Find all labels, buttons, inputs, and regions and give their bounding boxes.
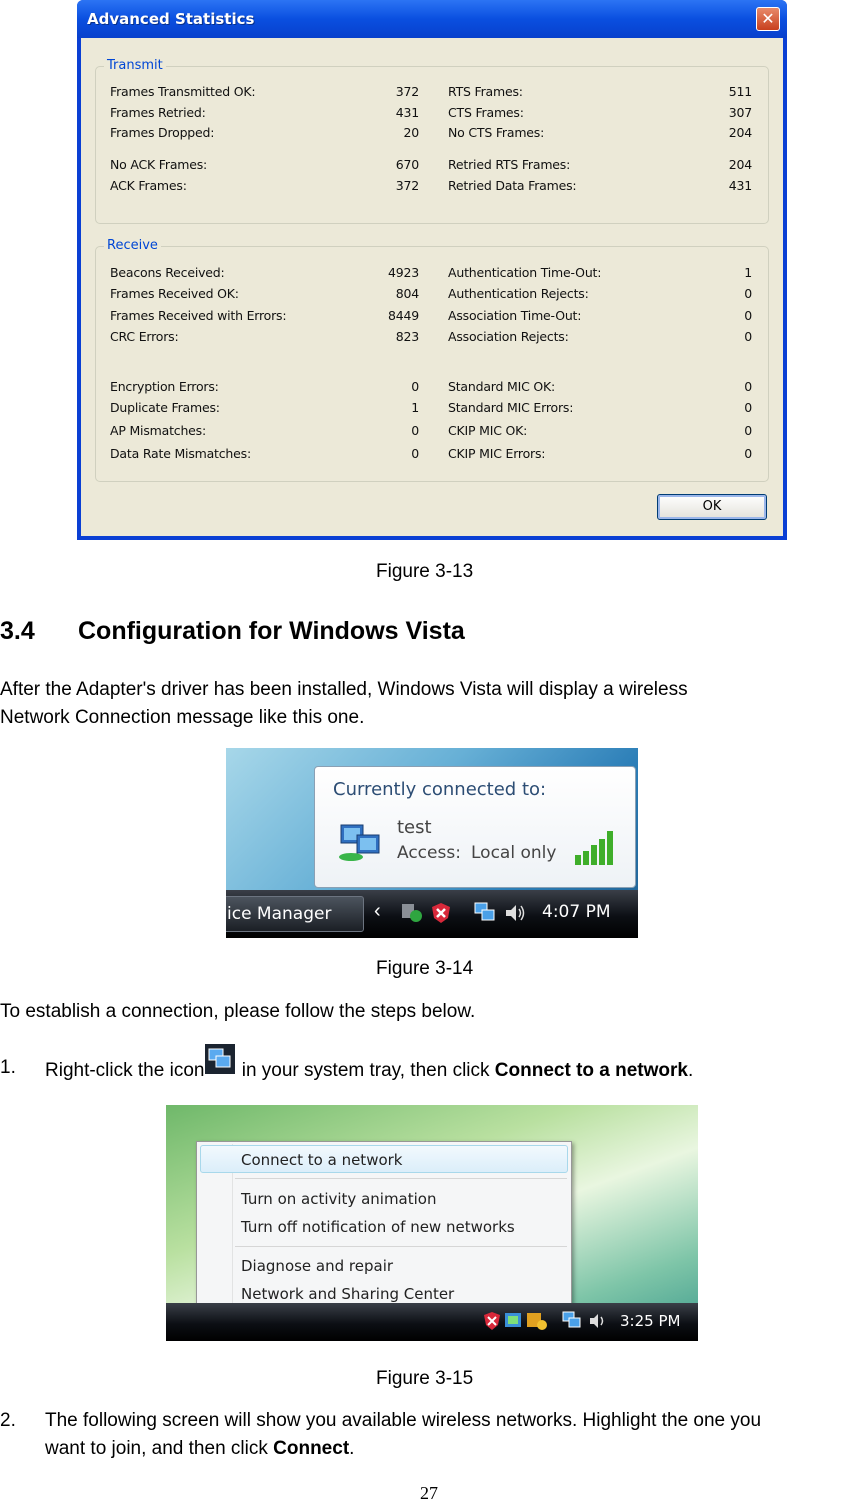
signal-strength-icon	[573, 827, 623, 867]
stat-value: 0	[744, 286, 752, 301]
safely-remove-icon[interactable]	[400, 902, 424, 924]
stat-value: 1	[744, 265, 752, 280]
network-context-menu	[196, 1141, 572, 1313]
window-titlebar[interactable]	[77, 0, 787, 38]
figure-3-14-screenshot	[226, 748, 638, 938]
taskbar-clock: 4:07 PM	[542, 902, 611, 922]
access-label: Access:	[397, 843, 461, 863]
stat-label: Duplicate Frames:	[110, 400, 220, 415]
stat-label: RTS Frames:	[448, 84, 523, 99]
menu-item-network-and-sharing-center[interactable]: Network and Sharing Center	[241, 1285, 455, 1303]
access-value: Local only	[471, 843, 557, 863]
stat-label: No CTS Frames:	[448, 125, 545, 140]
windows-update-icon[interactable]	[504, 1311, 524, 1331]
stat-value: 372	[395, 178, 419, 193]
volume-icon[interactable]	[504, 902, 526, 924]
stat-label: CKIP MIC OK:	[448, 423, 528, 438]
menu-item-diagnose-and-repair[interactable]: Diagnose and repair	[241, 1257, 394, 1275]
taskbar-button-device-manager[interactable]: ice Manager	[226, 896, 364, 932]
step-1-number: 1.	[0, 1057, 16, 1078]
step-2-text-a: want to join, and then click	[45, 1438, 274, 1459]
connection-balloon[interactable]	[314, 766, 636, 888]
stat-label: Frames Dropped:	[110, 125, 215, 140]
security-alert-icon[interactable]	[482, 1311, 502, 1331]
stat-value: 0	[744, 446, 752, 461]
figure-3-15-screenshot	[166, 1105, 698, 1341]
stat-value: 823	[395, 329, 419, 344]
stat-value: 372	[395, 84, 419, 99]
stat-value: 0	[411, 379, 419, 394]
stat-value: 204	[728, 157, 752, 172]
connect-bold: Connect	[273, 1438, 350, 1459]
taskbar	[226, 890, 638, 938]
step-1-text-b: in your system tray, then click	[236, 1060, 495, 1081]
stat-value: 307	[728, 105, 752, 120]
stat-value: 20	[403, 125, 419, 140]
balloon-header: Currently connected to:	[333, 779, 547, 800]
stat-label: Beacons Received:	[110, 265, 225, 280]
stat-label: ACK Frames:	[110, 178, 187, 193]
network-tray-icon[interactable]	[562, 1311, 582, 1331]
transmit-legend: Transmit	[104, 58, 166, 73]
taskbar	[166, 1303, 698, 1341]
step-2-end: .	[349, 1438, 355, 1459]
stat-label: Frames Received with Errors:	[110, 308, 287, 323]
connect-to-a-network-bold: Connect to a network	[494, 1060, 688, 1081]
stat-value: 0	[744, 379, 752, 394]
step-1-end: .	[687, 1060, 694, 1081]
menu-separator	[235, 1178, 567, 1179]
window-client-area	[81, 38, 783, 536]
stat-label: Retried Data Frames:	[448, 178, 577, 193]
menu-item-turn-off-notification[interactable]: Turn off notification of new networks	[241, 1218, 515, 1236]
stat-value: 1	[411, 400, 419, 415]
stat-label: Authentication Rejects:	[448, 286, 589, 301]
section-number: 3.4	[0, 617, 35, 645]
step-2-number: 2.	[0, 1410, 16, 1431]
stat-value: 204	[728, 125, 752, 140]
stat-label: Standard MIC OK:	[448, 379, 556, 394]
step-1-text	[45, 1054, 693, 1085]
stat-label: Retried RTS Frames:	[448, 157, 571, 172]
tray-warning-icon[interactable]	[526, 1311, 548, 1331]
security-alert-icon[interactable]	[430, 902, 452, 924]
inline-network-icon-wrapper	[204, 1054, 236, 1082]
menu-item-turn-on-activity-animation[interactable]: Turn on activity animation	[241, 1190, 437, 1208]
stat-value: 431	[395, 105, 419, 120]
tray-expand-chevron-icon[interactable]: ‹	[374, 900, 381, 922]
stat-value: 4923	[387, 265, 419, 280]
figure-3-13-caption: Figure 3-13	[376, 561, 474, 582]
step-1-text-a: Right-click the icon	[45, 1060, 205, 1081]
transmit-group	[95, 58, 769, 224]
step-2-line-2	[45, 1435, 354, 1463]
stat-value: 8449	[387, 308, 419, 323]
network-icon	[205, 1044, 235, 1074]
stat-value: 0	[744, 423, 752, 438]
stat-label: Authentication Time-Out:	[448, 265, 602, 280]
stat-value: 511	[728, 84, 752, 99]
stat-value: 431	[728, 178, 752, 193]
receive-group	[95, 238, 769, 482]
step-2-line-1: The following screen will show you available wireless networks. Highlight the one you	[45, 1410, 762, 1431]
stat-label: Frames Transmitted OK:	[110, 84, 256, 99]
ok-button[interactable]: OK	[657, 494, 767, 520]
section-title: Configuration for Windows Vista	[78, 617, 465, 645]
volume-icon[interactable]	[588, 1311, 608, 1331]
receive-legend: Receive	[104, 238, 161, 253]
stat-label: CTS Frames:	[448, 105, 524, 120]
stat-value: 0	[744, 308, 752, 323]
stat-value: 804	[395, 286, 419, 301]
stat-label: Data Rate Mismatches:	[110, 446, 251, 461]
stat-value: 0	[411, 446, 419, 461]
stat-label: Association Rejects:	[448, 329, 569, 344]
page-number: 27	[420, 1483, 438, 1503]
figure-3-15-caption: Figure 3-15	[376, 1368, 474, 1389]
network-computers-icon	[337, 819, 385, 865]
intro-line-1: After the Adapter's driver has been installed, Windows Vista will display a wireless	[0, 679, 688, 700]
stat-value: 0	[744, 400, 752, 415]
stat-value: 670	[395, 157, 419, 172]
advanced-statistics-window	[77, 0, 787, 540]
stat-label: AP Mismatches:	[110, 423, 206, 438]
stat-value: 0	[411, 423, 419, 438]
stat-label: Frames Retried:	[110, 105, 206, 120]
intro-line-2: Network Connection message like this one.	[0, 707, 365, 728]
menu-separator	[235, 1246, 567, 1247]
menu-item-connect-to-a-network[interactable]: Connect to a network	[241, 1151, 403, 1169]
network-name: test	[397, 817, 432, 838]
stat-label: Association Time-Out:	[448, 308, 582, 323]
stat-value: 0	[744, 329, 752, 344]
taskbar-clock: 3:25 PM	[620, 1312, 681, 1330]
close-button[interactable]: ✕	[756, 7, 780, 31]
stat-label: Frames Received OK:	[110, 286, 239, 301]
stat-label: Standard MIC Errors:	[448, 400, 574, 415]
stat-label: CKIP MIC Errors:	[448, 446, 546, 461]
network-tray-icon[interactable]	[474, 902, 496, 924]
stat-label: No ACK Frames:	[110, 157, 208, 172]
steps-intro: To establish a connection, please follow the steps below.	[0, 1001, 476, 1022]
figure-3-14-caption: Figure 3-14	[376, 958, 474, 979]
window-title: Advanced Statistics	[87, 10, 255, 28]
stat-label: Encryption Errors:	[110, 379, 219, 394]
stat-label: CRC Errors:	[110, 329, 179, 344]
